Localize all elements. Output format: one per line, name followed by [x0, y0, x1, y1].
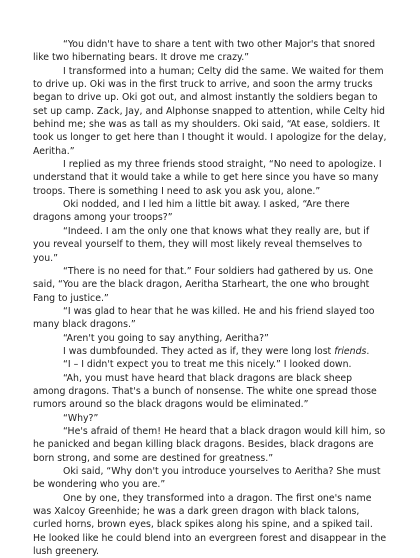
paragraph: “I – I didn't expect you to treat me this nicely.” I looked down. [63, 359, 352, 371]
paragraph: “There is no need for that.” Four soldiers had gathered by us. One said, “You are the black dragon, Aeritha Starheart, the one who brought Fang to justice.” [33, 265, 374, 304]
paragraph: “Indeed. I am the only one that knows what they really are, but if you reveal yourself to them, they will most likely reveal themselves to you.” [33, 225, 370, 264]
paragraph: “Aren't you going to say anything, Aeritha?” [63, 332, 269, 344]
paragraph: “Why?” [63, 412, 99, 424]
paragraph: I transformed into a human; Celty did the same. We waited for them to drive up. Oki was in the first truck to arrive, and soon the army trucks began to drive up. Oki got out, and almost instantly the soldiers began to set up camp. Zack, Jay, and Alphonse snapped to attention, while Celty hid behind me; she was as tall as my shoulders. Oki said, “At ease, soldiers. It took us longer to get here than I thought it would. I apologize for the delay, Aeritha.” [33, 65, 387, 157]
paragraph: “I was glad to hear that he was killed. He and his friend slayed too many black dragons.” [33, 305, 375, 331]
paragraph: “Ah, you must have heard that black dragons are black sheep among dragons. That's a bunch of nonsense. The white one spread those rumors around so the black dragons would be eliminated.” [33, 372, 377, 411]
paragraph: Oki nodded, and I led him a little bit away. I asked, “Are there dragons among your troops?” [33, 199, 350, 224]
paragraph: I replied as my three friends stood straight, “No need to apologize. I understand that it would take a while to get here since you have so many troops. There is something I need to ask you ask you, alone.” [33, 159, 382, 197]
paragraph-with-italic: I was dumbfounded. They acted as if, they were long lost friends. [63, 345, 370, 357]
paragraph: “He's afraid of them! He heard that a black dragon would kill him, so he panicked and began killing black dragons. Besides, black dragons are born strong, and some are destined for greatness.” [33, 425, 386, 464]
paragraph: “You didn't have to share a tent with two other Major's that snored like two hibernating bears. It drove me crazy.” [33, 39, 376, 64]
paragraph: Oki said, “Why don't you introduce yourselves to Aeritha? She must be wondering who you are.” [33, 466, 381, 491]
italic-emphasis: friends [334, 345, 367, 357]
paragraph: One by one, they transformed into a dragon. The first one's name was Xalcoy Greenhide; he was a dark green dragon with black talons, curled horns, brown eyes, black spikes along his spine, and a spiked tail. He looked like he could blend into an evergreen forest and disappear in the lush greenery. [33, 492, 387, 558]
